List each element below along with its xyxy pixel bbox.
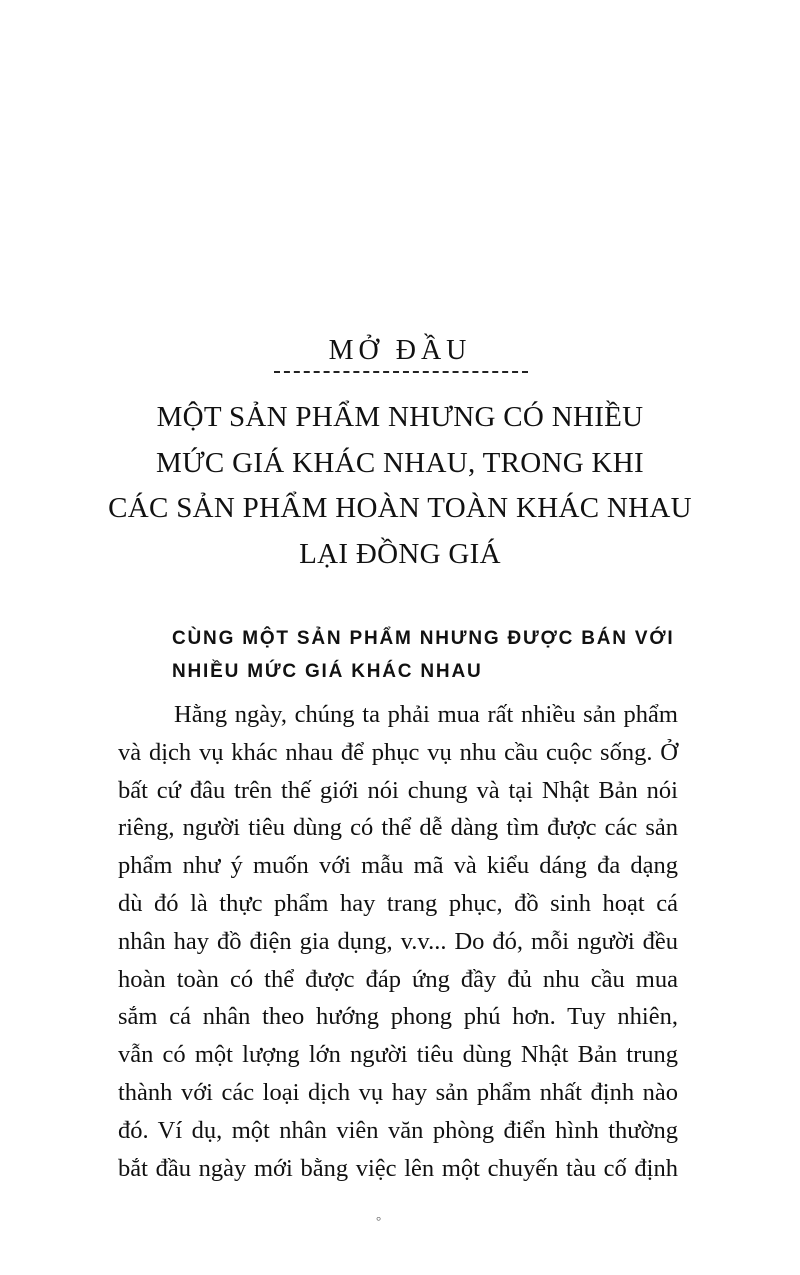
chapter-title-line: CÁC SẢN PHẨM HOÀN TOÀN KHÁC NHAU: [108, 492, 692, 524]
body-line: vẫn có một lượng lớn người tiêu dùng Nhật Bản trung: [118, 1041, 678, 1069]
body-line: phẩm như ý muốn với mẫu mã và kiểu dáng đa dạng: [118, 852, 678, 880]
body-line: sắm cá nhân theo hướng phong phú hơn. Tuy nhiên,: [118, 1003, 678, 1031]
body-line: nhân hay đồ điện gia dụng, v.v... Do đó, mỗi người đều: [118, 927, 678, 955]
section-heading-line: CÙNG MỘT SẢN PHẨM NHƯNG ĐƯỢC BÁN VỚI: [172, 628, 675, 649]
body-line: dù đó là thực phẩm hay trang phục, đồ sinh hoạt cá: [118, 889, 678, 917]
chapter-label: MỞ ĐẦU: [328, 335, 472, 366]
body-line: đó. Ví dụ, một nhân viên văn phòng điển hình thường: [118, 1116, 678, 1144]
body-line: riêng, người tiêu dùng có thể dễ dàng tìm được các sản: [118, 814, 678, 842]
page-mark: °: [376, 1213, 382, 1228]
body-line: hoàn toàn có thể được đáp ứng đầy đủ nhu cầu mua: [118, 965, 678, 993]
body-line: thành với các loại dịch vụ hay sản phẩm nhất định nào: [118, 1078, 678, 1106]
body-paragraph: [118, 696, 678, 1187]
section-heading: [172, 622, 692, 688]
chapter-title-line: MỨC GIÁ KHÁC NHAU, TRONG KHI: [156, 446, 644, 479]
body-line: bất cứ đâu trên thế giới nói chung và tại Nhật Bản nói: [118, 776, 678, 804]
section-heading-line: NHIỀU MỨC GIÁ KHÁC NHAU: [172, 661, 483, 682]
chapter-title: [0, 395, 800, 577]
body-line: bắt đầu ngày mới bằng việc lên một chuyến tàu cố định: [118, 1154, 678, 1182]
body-line: Hằng ngày, chúng ta phải mua rất nhiều sản phẩm: [174, 701, 678, 728]
body-line: và dịch vụ khác nhau để phục vụ nhu cầu cuộc sống. Ở: [118, 738, 678, 766]
chapter-title-line: LẠI ĐỒNG GIÁ: [299, 537, 501, 570]
chapter-title-line: MỘT SẢN PHẨM NHƯNG CÓ NHIỀU: [156, 401, 644, 433]
dashed-divider: [274, 371, 528, 373]
